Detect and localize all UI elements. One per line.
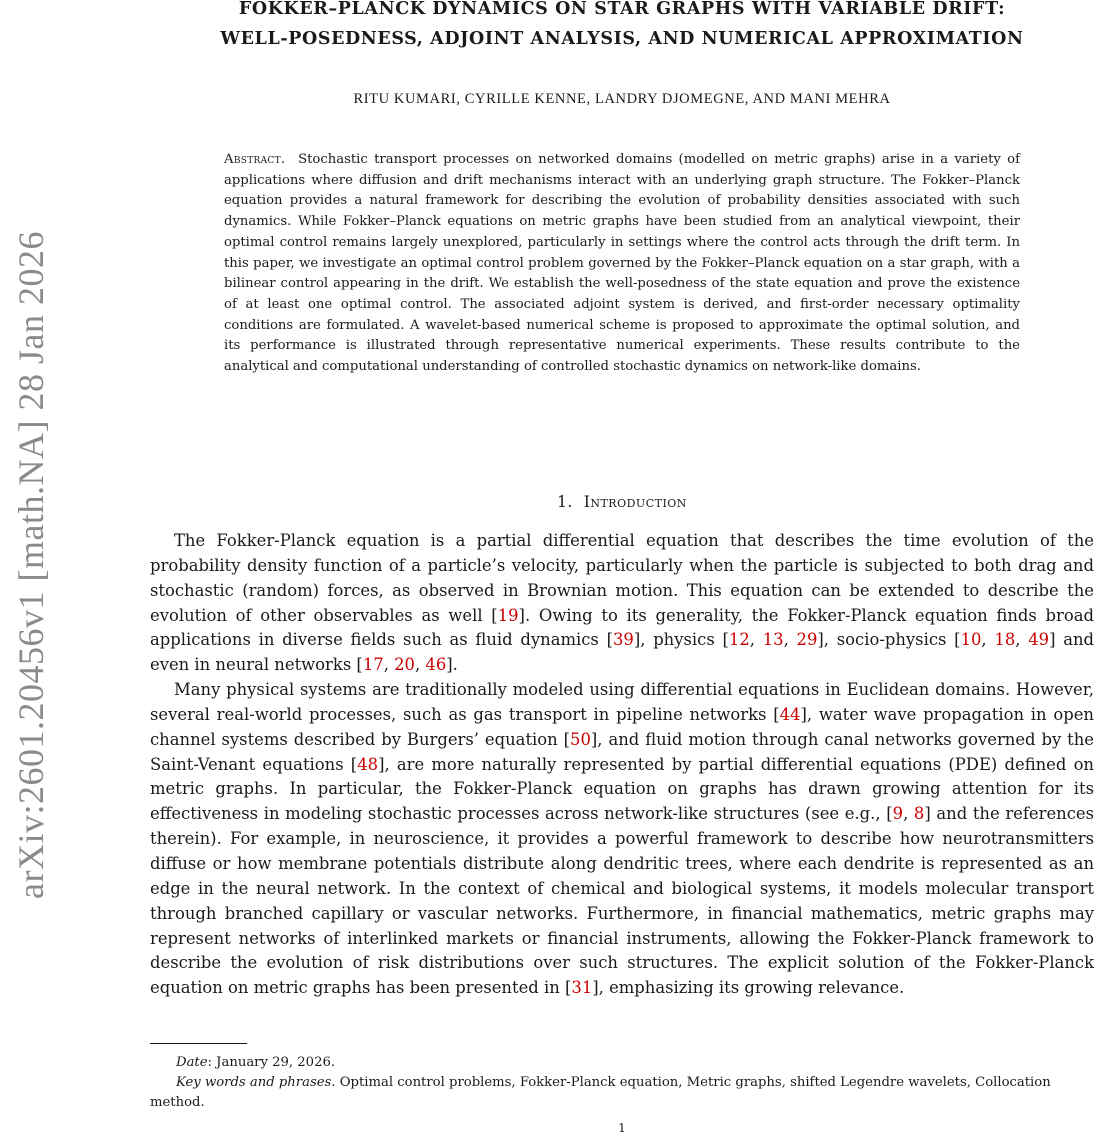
footnote-keywords <box>150 1073 1094 1113</box>
text-run: Many physical systems are traditionally modeled using differential equations in Euclidean domains. However, several real-world processes, such as gas transport in pipeline networks [ <box>150 680 1094 724</box>
citation-link[interactable]: 13 <box>762 630 784 650</box>
section-number: 1. <box>557 493 573 511</box>
text-run: ]. <box>446 655 458 675</box>
section-heading-introduction <box>150 493 1094 511</box>
section-name: Introduction <box>583 493 687 511</box>
text-run: ]. Owing to its generality, the Fokker-Planck equation finds broad applications in diverse fields such as fluid dynamics [ <box>150 605 1094 650</box>
citation-link[interactable]: 10 <box>960 630 982 650</box>
citation-link[interactable]: 20 <box>394 655 415 675</box>
abstract-text: Stochastic transport processes on networked domains (modelled on metric graphs) arise in a variety of applications where diffusion and drift mechanisms interact with an underlying graph structure. The Fokker–Planck equation provides a natural framework for describing the evolution of probability densities associated with such dynamics. While Fokker–Planck equations on metric graphs have been studied from an analytical viewpoint, their optimal control remains largely unexplored, particularly in settings where the control acts through the drift term. In this paper, we investigate an optimal control problem governed by the Fokker–Planck equation on a star graph, with a bilinear control appearing in the drift. We establish the well-posedness of the state equation and prove the existence of at least one optimal control. The associated adjoint system is derived, and first-order necessary optimality conditions are formulated. A wavelet-based numerical scheme is proposed to approximate the optimal solution, and its performance is illustrated through representative numerical experiments. These results contribute to the analytical and computational understanding of controlled stochastic dynamics on network-like domains. <box>224 152 1020 375</box>
text-run: , <box>383 655 395 675</box>
text-run: ], socio-physics [ <box>817 630 961 650</box>
citation-link[interactable]: 17 <box>362 655 384 675</box>
citation-link[interactable]: 8 <box>913 804 925 824</box>
text-run: ], water wave propagation in open channel systems described by Burgers’ equation [ <box>150 704 1094 749</box>
date-label: Date <box>176 1055 208 1070</box>
citation-link[interactable]: 48 <box>357 754 379 774</box>
paper-title <box>150 0 1094 54</box>
text-run: , <box>1015 630 1029 650</box>
citation-link[interactable]: 12 <box>728 630 750 650</box>
introduction-body <box>150 529 1094 1001</box>
abstract-label: Abstract. <box>224 152 286 167</box>
arxiv-identifier-stamp <box>0 170 62 960</box>
page-number: 1 <box>618 1121 626 1135</box>
citation-link[interactable]: 39 <box>612 630 634 650</box>
text-run: ], and fluid motion through canal networks governed by the Saint-Venant equations [ <box>150 729 1095 774</box>
title-line-1: FOKKER–PLANCK DYNAMICS ON STAR GRAPHS WITH VARIABLE DRIFT: <box>238 0 1006 19</box>
title-line-2: WELL-POSEDNESS, ADJOINT ANALYSIS, AND NUMERICAL APPROXIMATION <box>220 29 1024 49</box>
citation-link[interactable]: 18 <box>994 630 1016 650</box>
footnote-divider <box>150 1043 247 1044</box>
citation-link[interactable]: 31 <box>571 978 593 998</box>
intro-paragraph-1 <box>150 529 1094 678</box>
text-run: ], physics [ <box>633 630 729 650</box>
author-list: RITU KUMARI, CYRILLE KENNE, LANDRY DJOMEGNE, AND MANI MEHRA <box>353 91 891 107</box>
citation-link[interactable]: 29 <box>796 630 818 650</box>
citation-link[interactable]: 44 <box>779 704 801 724</box>
text-run: , <box>903 804 914 824</box>
text-run: ] and even in neural networks [ <box>150 630 1095 675</box>
citation-link[interactable]: 19 <box>497 605 519 625</box>
text-run: , <box>783 630 797 650</box>
text-run: , <box>414 655 426 675</box>
citation-link[interactable]: 46 <box>425 655 447 675</box>
arxiv-identifier-text: arXiv:2601.20456v1 [math.NA] 28 Jan 2026 <box>11 231 52 899</box>
text-run: ], emphasizing its growing relevance. <box>592 978 905 998</box>
citation-link[interactable]: 50 <box>570 729 591 749</box>
date-value: : January 29, 2026. <box>207 1055 336 1070</box>
footnotes <box>150 1053 1094 1113</box>
text-run: , <box>749 630 763 650</box>
text-run: ] and the references therein). For example, in neuroscience, it provides a powerful framework to describe how neurotransmitters diffuse or how membrane potentials distribute along dendritic trees, where each dendrite is represented as an edge in the neural network. In the context of chemical and biological systems, it models molecular transport through branched capillary or vascular networks. Furthermore, in financial mathematics, metric graphs may represent networks of interlinked markets or financial instruments, allowing the Fokker-Planck framework to describe the evolution of risk distributions over such structures. The explicit solution of the Fokker-Planck equation on metric graphs has been presented in [ <box>150 804 1095 998</box>
text-run: ], are more naturally represented by partial differential equations (PDE) defined on metric graphs. In particular, the Fokker-Planck equation on graphs has drawn growing attention for its effectiveness in modeling stochastic processes across network-like structures (see e.g., [ <box>150 754 1094 824</box>
abstract <box>224 150 1020 378</box>
keywords-value: Optimal control problems, Fokker-Planck equation, Metric graphs, shifted Legendre wavelets, Collocation method. <box>150 1075 1051 1110</box>
footnote-date <box>150 1053 1094 1073</box>
citation-link[interactable]: 49 <box>1028 630 1050 650</box>
text-run: The Fokker-Planck equation is a partial differential equation that describes the time evolution of the probability density function of a particle’s velocity, particularly when the particle is subjected to both drag and stochastic (random) forces, as observed in Brownian motion. This equation can be extended to describe the evolution of other observables as well [ <box>150 531 1094 625</box>
intro-paragraph-2 <box>150 678 1094 1001</box>
citation-link[interactable]: 9 <box>892 804 904 824</box>
keywords-label: Key words and phrases. <box>176 1075 336 1090</box>
text-run: , <box>981 630 995 650</box>
